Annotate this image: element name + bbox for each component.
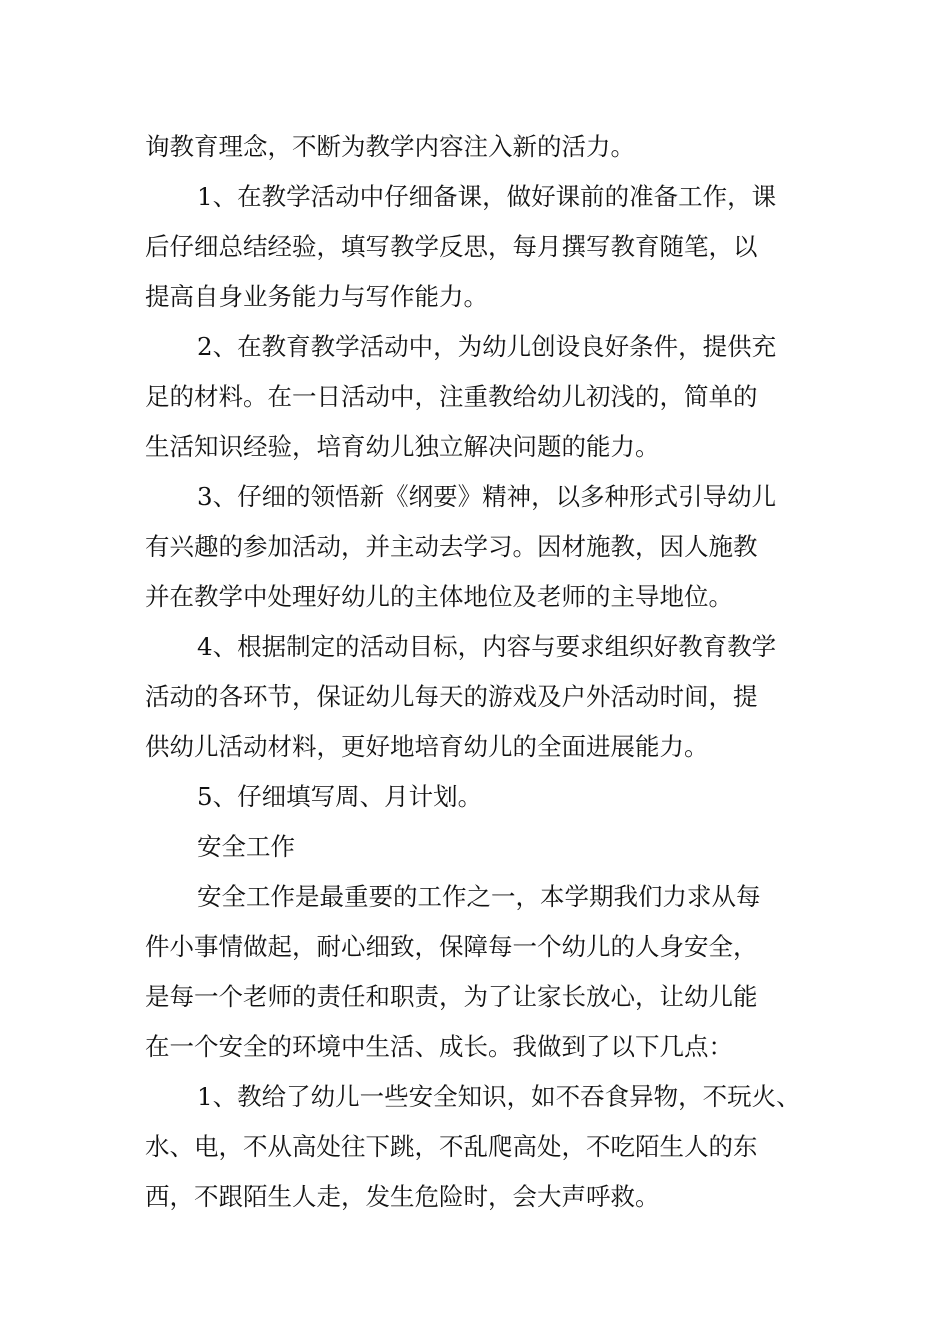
text-line: 1、在教学活动中仔细备课，做好课前的准备工作，课: [197, 182, 777, 211]
text-line: 后仔细总结经验，填写教学反思，每月撰写教育随笔，以: [145, 232, 758, 261]
paragraph-teaching-item-1: [145, 172, 815, 322]
paragraph-safety-intro: [145, 872, 815, 1072]
section-heading: 安全工作: [197, 832, 295, 861]
text-line: 足的材料。在一日活动中，注重教给幼儿初浅的，简单的: [145, 382, 758, 411]
text-line: 西，不跟陌生人走，发生危险时，会大声呼救。: [145, 1182, 660, 1211]
text-line: 3、仔细的领悟新《纲要》精神，以多种形式引导幼儿: [197, 482, 777, 511]
section-heading-safety: [145, 822, 815, 872]
text-line: 活动的各环节，保证幼儿每天的游戏及户外活动时间，提: [145, 682, 758, 711]
text-line: 安全工作是最重要的工作之一，本学期我们力求从每: [197, 882, 761, 911]
text-line: 件小事情做起，耐心细致，保障每一个幼儿的人身安全，: [145, 932, 758, 961]
text-line: 1、教给了幼儿一些安全知识，如不吞食异物，不玩火、: [197, 1082, 801, 1111]
text-line: 是每一个老师的责任和职责，为了让家长放心，让幼儿能: [145, 982, 758, 1011]
text-line: 并在教学中处理好幼儿的主体地位及老师的主导地位。: [145, 582, 733, 611]
paragraph-teaching-item-3: [145, 472, 815, 622]
text-line: 在一个安全的环境中生活、成长。我做到了以下几点：: [145, 1032, 733, 1061]
document-body: [145, 122, 815, 1222]
text-line: 4、根据制定的活动目标，内容与要求组织好教育教学: [197, 632, 777, 661]
text-line: 提高自身业务能力与写作能力。: [145, 282, 488, 311]
paragraph-teaching-item-4: [145, 622, 815, 772]
text-line: 水、电，不从高处往下跳，不乱爬高处，不吃陌生人的东: [145, 1132, 758, 1161]
text-line: 2、在教育教学活动中，为幼儿创设良好条件，提供充: [197, 332, 777, 361]
text-line: 供幼儿活动材料，更好地培育幼儿的全面进展能力。: [145, 732, 709, 761]
paragraph-teaching-item-5: [145, 772, 815, 822]
paragraph-continuation: [145, 122, 815, 172]
text-line: 有兴趣的参加活动，并主动去学习。因材施教，因人施教: [145, 532, 758, 561]
paragraph-safety-item-1: [145, 1072, 815, 1222]
text-line: 5、仔细填写周、月计划。: [197, 782, 483, 811]
text-line: 生活知识经验，培育幼儿独立解决问题的能力。: [145, 432, 660, 461]
paragraph-teaching-item-2: [145, 322, 815, 472]
text-line: 询教育理念，不断为教学内容注入新的活力。: [145, 132, 635, 161]
